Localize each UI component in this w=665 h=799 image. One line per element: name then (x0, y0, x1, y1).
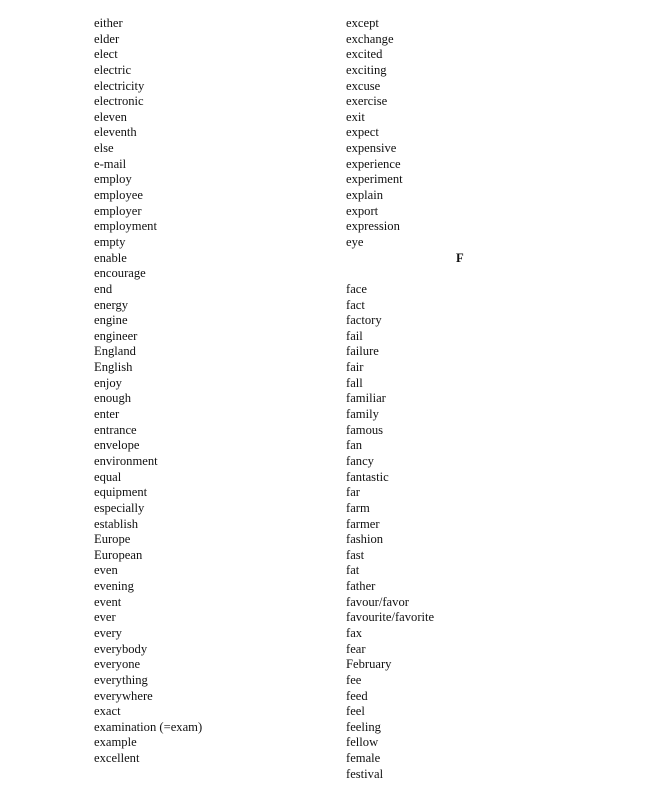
vocabulary-word: else (94, 141, 114, 156)
section-letter: F (456, 250, 464, 265)
vocabulary-word: fail (346, 328, 363, 343)
vocabulary-word: fast (346, 547, 365, 562)
vocabulary-word: either (94, 16, 123, 30)
vocabulary-word: fact (346, 297, 365, 312)
vocabulary-word: failure (346, 344, 379, 359)
vocabulary-word: female (346, 751, 381, 766)
vocabulary-word: even (94, 563, 118, 578)
vocabulary-word: excuse (346, 78, 381, 93)
vocabulary-word: exact (94, 704, 121, 719)
vocabulary-word: engineer (94, 328, 138, 343)
vocabulary-word: farm (346, 500, 370, 515)
vocabulary-word: favourite/favorite (346, 610, 435, 625)
vocabulary-word: everybody (94, 641, 148, 656)
vocabulary-word: everywhere (94, 688, 153, 703)
vocabulary-word: equal (94, 469, 122, 484)
vocabulary-word: environment (94, 453, 158, 468)
vocabulary-word: except (346, 16, 379, 30)
vocabulary-word: enable (94, 250, 127, 265)
vocabulary-word: European (94, 547, 143, 562)
vocabulary-word: English (94, 360, 133, 375)
vocabulary-word: envelope (94, 438, 140, 453)
vocabulary-word: elect (94, 47, 118, 62)
vocabulary-word: England (94, 344, 136, 359)
vocabulary-word: fair (346, 360, 364, 375)
vocabulary-word: exciting (346, 62, 387, 77)
vocabulary-word: empty (94, 234, 126, 249)
word-list-right (346, 16, 576, 782)
section-spacer (346, 266, 576, 282)
vocabulary-word: especially (94, 500, 145, 515)
vocabulary-word: export (346, 203, 379, 218)
vocabulary-word: favour/favor (346, 594, 409, 609)
vocabulary-word: fax (346, 625, 363, 640)
vocabulary-word: experience (346, 156, 401, 171)
vocabulary-word: excited (346, 47, 383, 62)
vocabulary-word: exit (346, 109, 365, 124)
vocabulary-word: farmer (346, 516, 380, 531)
vocabulary-word: feeling (346, 719, 381, 734)
vocabulary-word: encourage (94, 266, 146, 281)
vocabulary-word: elder (94, 31, 120, 46)
vocabulary-word: employ (94, 172, 132, 187)
vocabulary-word: explain (346, 188, 384, 203)
vocabulary-word: energy (94, 297, 129, 312)
vocabulary-word: familiar (346, 391, 386, 406)
vocabulary-word: expression (346, 219, 400, 234)
vocabulary-word: February (346, 657, 392, 672)
vocabulary-word: exchange (346, 31, 394, 46)
vocabulary-word: e-mail (94, 156, 127, 171)
vocabulary-word: festival (346, 766, 384, 781)
vocabulary-word: excellent (94, 751, 140, 766)
vocabulary-word: employer (94, 203, 142, 218)
vocabulary-word: family (346, 407, 379, 422)
vocabulary-word: everyone (94, 657, 141, 672)
vocabulary-word: every (94, 625, 122, 640)
vocabulary-word: fee (346, 672, 362, 687)
vocabulary-word: face (346, 281, 367, 296)
vocabulary-word: fan (346, 438, 363, 453)
vocabulary-word: eleventh (94, 125, 137, 140)
vocabulary-word: establish (94, 516, 139, 531)
vocabulary-word: electric (94, 62, 132, 77)
vocabulary-word: electronic (94, 94, 144, 109)
vocabulary-word: everything (94, 672, 148, 687)
vocabulary-word: entrance (94, 422, 137, 437)
vocabulary-word: expensive (346, 141, 397, 156)
vocabulary-word: famous (346, 422, 384, 437)
vocabulary-word: fancy (346, 453, 374, 468)
vocabulary-word: experiment (346, 172, 403, 187)
vocabulary-word: employment (94, 219, 157, 234)
vocabulary-word: ever (94, 610, 116, 625)
vocabulary-word: example (94, 735, 137, 750)
vocabulary-word: end (94, 281, 113, 296)
vocabulary-word: feed (346, 688, 368, 703)
vocabulary-word: examination (=exam) (94, 719, 203, 734)
vocabulary-word: factory (346, 313, 382, 328)
vocabulary-word: far (346, 485, 360, 500)
vocabulary-word: fear (346, 641, 366, 656)
vocabulary-word: enough (94, 391, 132, 406)
vocabulary-word: electricity (94, 78, 145, 93)
vocabulary-word: fellow (346, 735, 379, 750)
word-list-left (94, 16, 202, 767)
vocabulary-word: evening (94, 579, 134, 594)
vocabulary-word: feel (346, 704, 365, 719)
vocabulary-word: eye (346, 234, 364, 249)
vocabulary-word: expect (346, 125, 379, 140)
vocabulary-word: engine (94, 313, 128, 328)
vocabulary-word: father (346, 579, 376, 594)
vocabulary-word: equipment (94, 485, 148, 500)
vocabulary-word: event (94, 594, 122, 609)
vocabulary-word: fashion (346, 532, 384, 547)
vocabulary-word: Europe (94, 532, 131, 547)
vocabulary-word: fantastic (346, 469, 389, 484)
vocabulary-word: employee (94, 188, 143, 203)
vocabulary-word: fat (346, 563, 360, 578)
section-letter-heading (346, 251, 576, 267)
vocabulary-word: fall (346, 375, 363, 390)
vocabulary-word: exercise (346, 94, 388, 109)
vocabulary-word: enjoy (94, 375, 122, 390)
vocabulary-word: eleven (94, 109, 127, 124)
vocabulary-word: enter (94, 407, 120, 422)
